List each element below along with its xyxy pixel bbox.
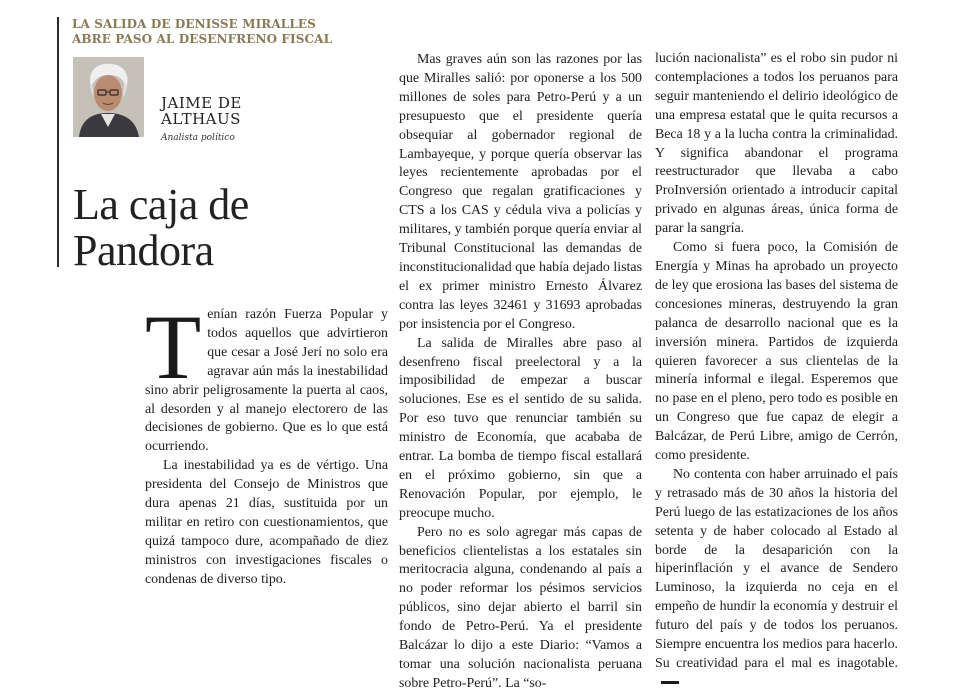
paragraph: Mas graves aún son las razones por las que Miralles salió: por oponerse a los 500 millones de soles para Petro-Perú y a un presupuesto que el presidente quería obsequiar al gobernador regional de Lambayeque, y porque quería observar las leyes recientemente aprobadas por el Congreso que regalan gratificaciones y CTS a los CAS y cédula viva a policías y militares, y también porque quería enviar al Tribunal Constitucional las demandas de inconstitucionalidad que había dejado listas el ex primer ministro Ernesto Álvarez contra las leyes 32461 y 31693 aprobadas por insistencia por el Congreso. — [399, 52, 642, 332]
article-column-3 — [655, 50, 898, 693]
end-mark-icon — [661, 681, 679, 684]
paragraph: lución nacionalista” es el robo sin pudor ni contemplaciones a todos los peruanos para seguir manteniendo el delirio ideológico de una empresa estatal que le quita recursos a Beca 18 y a la lucha contra la criminalidad. Y significa abandonar el programa reestructurador que llevaba a cabo ProInversión orientado a introducir capital privado en algunas áreas, única forma de parar la sangría. — [655, 51, 898, 237]
kicker-line-2: ABRE PASO AL DESENFRENO FISCAL — [72, 32, 333, 46]
author-role: Analista político — [161, 133, 235, 143]
paragraph-text: enían razón Fuerza Popular y todos aquellos que advirtieron que cesar a José Jerí no solo era agravar aún más la inestabilidad sino abrir peligrosamente la puerta al caos, al desorden y al manejo electorero de las decisiones de gobierno. Que es lo que está ocurriendo. — [145, 307, 388, 455]
paragraph: Como si fuera poco, la Comisión de Energía y Minas ha aprobado un proyecto de ley que erosiona las bases del sistema de concesiones mineras, destruyendo la gran palanca de desarrollo nacional que es la inversión minera. Partidos de izquierda quieren favorecer a sus clientelas de la minería informal e ilegal. Esperemos que no pase en el pleno, pero todo es posible en un Congreso que fue capaz de elegir a Balcázar, de Perú Libre, amigo de Cerrón, como presidente. — [655, 240, 898, 464]
paragraph: Pero no es solo agregar más capas de beneficios clientelistas a los estatales sin meritocracia alguna, condenando al país a no poder reformar los pésimos servicios públicos, sino dejar abierto el barril sin fondo de Petro-Perú. Ya el presidente Balcázar lo dijo a este Diario: “Vamos a tomar una solución nacionalista peruana sobre Petro-Perú”. La “so- — [399, 524, 642, 691]
headline-line-2: Pandora — [73, 226, 214, 275]
author-portrait-icon — [73, 57, 144, 137]
paragraph: La inestabilidad ya es de vértigo. Una presidenta del Consejo de Ministros que dura apenas 21 días, sustituida por un militar en retiro con cuestionamientos, que quizá tampoco dure, acompañado de diez ministros con investigaciones fiscales o condenas de diverso tipo. — [145, 458, 388, 587]
author-last-name: ALTHAUS — [161, 110, 241, 128]
author-first-name: JAIME DE — [161, 94, 242, 112]
kicker — [72, 17, 342, 47]
headline — [73, 182, 249, 274]
paragraph-text: No contenta con haber arruinado el país y retrasado más de 30 años la historia del Perú luego de las estatizaciones de los años setenta y de haber colocado al Estado al borde de la desaparición con la hiperinflación y el avance de Sendero Luminoso, la izquierda no ceja en el empeño de hundir la economía y destruir el futuro del país y de todos los peruanos. Siempre encuentra los medios para hacerlo. Su creatividad para el mal es inagotable. — [655, 466, 898, 671]
author-name — [161, 95, 242, 127]
paragraph: La salida de Miralles abre paso al desenfreno fiscal preelectoral y a la imposibilidad de empezar a buscar soluciones. Ese es el sentido de su salida. Por eso tuvo que renunciar también su ministro de Economía, que acababa de entrar. La bomba de tiempo fiscal estallará en el próximo gobierno, sin que a Renovación Popular, por ejemplo, le preocupe mucho. — [399, 335, 642, 521]
article-column-2 — [399, 51, 642, 694]
drop-cap: T — [145, 296, 202, 398]
vertical-rule — [57, 17, 59, 267]
headline-line-1: La caja de — [73, 180, 249, 229]
paragraph — [145, 296, 388, 457]
kicker-line-1: LA SALIDA DE DENISSE MIRALLES — [72, 17, 316, 31]
paragraph — [655, 466, 898, 693]
article-column-1 — [145, 296, 388, 590]
